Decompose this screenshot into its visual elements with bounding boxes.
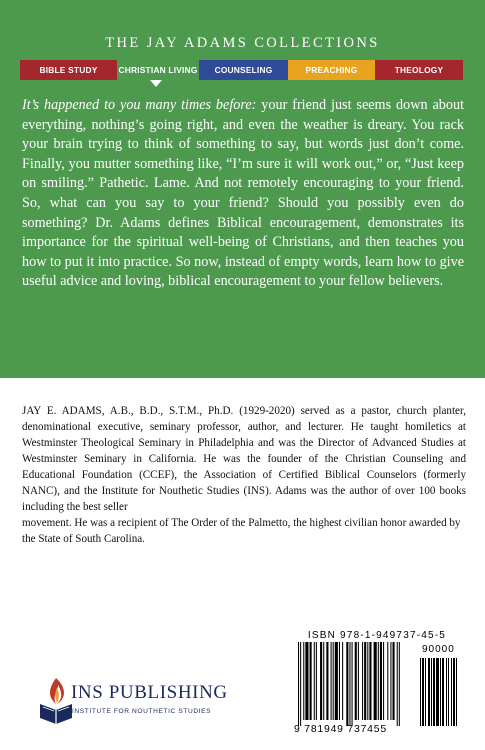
tab-preaching: PREACHING	[288, 60, 375, 80]
category-tabs	[20, 60, 463, 80]
tab-counseling: COUNSELING	[199, 60, 288, 80]
author-bio	[22, 403, 466, 547]
tab-theology: THEOLOGY	[375, 60, 463, 80]
author-bio-part1: JAY E. ADAMS, A.B., B.D., S.T.M., Ph.D. (1929-2020) served as a pastor, church planter, denominational executive, seminary professor, author, and lecturer. He taught homiletics at Westminster Theological Seminary in Philadelphia and was the Director of Advanced Studies at Westminster Seminary in California. He was the founder of the Christian Counseling and Educational Foundation (CCEF), the Association of Certified Biblical Counselors (formerly NANC), and the Institute for Nouthetic Studies (INS). Adams was the author of over 100 books including the best seller	[22, 405, 466, 513]
series-title: THE JAY ADAMS COLLECTIONS	[105, 35, 380, 51]
publisher-name: INS PUBLISHING	[71, 682, 228, 703]
back-cover-blurb	[22, 96, 464, 292]
barcode-bars-icon	[298, 642, 458, 726]
publisher-subtitle: INSTITUTE FOR NOUTHETIC STUDIES	[72, 708, 212, 715]
tab-bible-study: BIBLE STUDY	[20, 60, 117, 80]
isbn-number: ISBN 978-1-949737-45-5	[307, 630, 447, 641]
tab-christian-living: CHRISTIAN LIVING	[117, 60, 199, 80]
blurb-body: your friend just seems down about everything, nothing’s going right, and even the weather is dreary. You rack your brain trying to think of something to say, but words just don’t come. Finally, you mutter something like, “I’m sure it will work out,” or, “Just keep on smiling.” Pathetic. Lame. And not remotely encouraging to your friend. So, what can you say to your friend? Should you possibly even do something? Dr. Adams defines Biblical encouragement, demonstrates its importance for the spiritual well-being of Christians, and then teaches you how to put it into practice. So now, instead of empty words, learn how to give useful advice and loving, biblical encouragement to your fellow believers.	[22, 97, 464, 290]
blurb-lead: It’s happened to you many times before:	[22, 97, 257, 113]
barcode-digits: 9 781949 737455	[294, 724, 387, 735]
author-bio-part2: movement. He was a recipient of The Order of the Palmetto, the highest civilian honor awarded by the State of South Carolina.	[22, 517, 461, 545]
isbn-barcode	[288, 628, 466, 740]
active-tab-pointer-icon	[150, 80, 162, 87]
price-code: 90000	[422, 644, 455, 655]
